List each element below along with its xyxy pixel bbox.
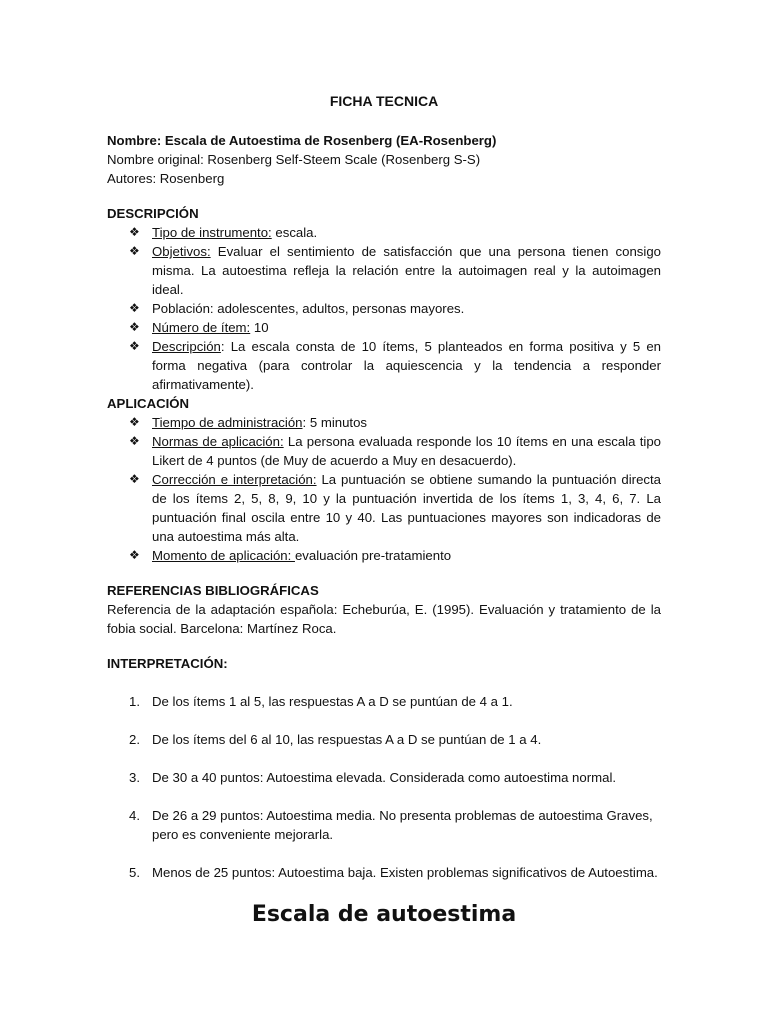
list-item: 3. De 30 a 40 puntos: Autoestima elevada. Considerada como autoestima normal. (129, 770, 617, 785)
list-item: ❖ Descripción: La escala consta de 10 ítems, 5 planteados en forma positiva y 5 en forma negativa (para controlar la aquiescencia y la tendencia a responder afirmativamente). (129, 339, 661, 392)
list-item: ❖ Población: adolescentes, adultos, personas mayores. (129, 301, 465, 316)
diamond-bullet-icon: ❖ (129, 301, 140, 315)
list-item: ❖ Normas de aplicación: La persona evaluada responde los 10 ítems en una escala tipo Likert de 4 puntos (de Muy de acuerdo a Muy en desacuerdo). (129, 434, 661, 468)
aplicacion-list (107, 413, 661, 565)
list-item: 4. De 26 a 29 puntos: Autoestima media. No presenta problemas de autoestima Graves, pero es conveniente mejorarla. (129, 808, 653, 842)
diamond-bullet-icon: ❖ (129, 244, 140, 258)
descripcion-list (107, 223, 661, 394)
diamond-bullet-icon: ❖ (129, 434, 140, 448)
list-item: ❖ Tipo de instrumento: escala. (129, 225, 318, 240)
list-item: ❖ Tiempo de administración: 5 minutos (129, 415, 368, 430)
list-item: 1. De los ítems 1 al 5, las respuestas A a D se puntúan de 4 a 1. (129, 694, 513, 709)
diamond-bullet-icon: ❖ (129, 320, 140, 334)
list-item: 5. Menos de 25 puntos: Autoestima baja. Existen problemas significativos de Autoestima. (129, 865, 658, 880)
list-item: ❖ Momento de aplicación: evaluación pre-tratamiento (129, 548, 452, 563)
diamond-bullet-icon: ❖ (129, 472, 140, 486)
original-name: Nombre original: Rosenberg Self-Steem Scale (Rosenberg S-S) (107, 152, 481, 167)
list-item: 2. De los ítems del 6 al 10, las respuestas A a D se puntúan de 1 a 4. (129, 732, 542, 747)
diamond-bullet-icon: ❖ (129, 225, 140, 239)
descripcion-heading: DESCRIPCIÓN (107, 206, 199, 221)
list-item: ❖ Número de ítem: 10 (129, 320, 269, 335)
big-title: Escala de autoestima (251, 902, 517, 927)
list-item: ❖ Corrección e interpretación: La puntuación se obtiene sumando la puntuación directa de los ítems 2, 5, 8, 9, 10 y la puntuación invertida de los ítems 1, 3, 4, 6, 7. La puntuación final oscila entre 10 y 40. Las puntuaciones mayores son indicadoras de una autoestima más alta. (129, 472, 661, 544)
page-title: FICHA TECNICA (329, 93, 439, 109)
diamond-bullet-icon: ❖ (129, 339, 140, 353)
diamond-bullet-icon: ❖ (129, 415, 140, 429)
interpretacion-heading: INTERPRETACIÓN: (107, 656, 228, 671)
referencias-heading: REFERENCIAS BIBLIOGRÁFICAS (107, 583, 319, 598)
referencias-text: Referencia de la adaptación española: Echeburúa, E. (1995). Evaluación y tratamiento de la fobia social. Barcelona: Martínez Roca. (107, 602, 661, 636)
aplicacion-heading: APLICACIÓN (107, 396, 190, 411)
diamond-bullet-icon: ❖ (129, 548, 140, 562)
interpretacion-list (107, 692, 661, 882)
authors: Autores: Rosenberg (107, 171, 225, 186)
document-page (107, 92, 661, 901)
scale-name: Nombre: Escala de Autoestima de Rosenberg (EA-Rosenberg) (107, 133, 497, 148)
list-item: ❖ Objetivos: Evaluar el sentimiento de satisfacción que una persona tienen consigo misma. La autoestima refleja la relación entre la autoimagen real y la autoimagen ideal. (129, 244, 661, 297)
